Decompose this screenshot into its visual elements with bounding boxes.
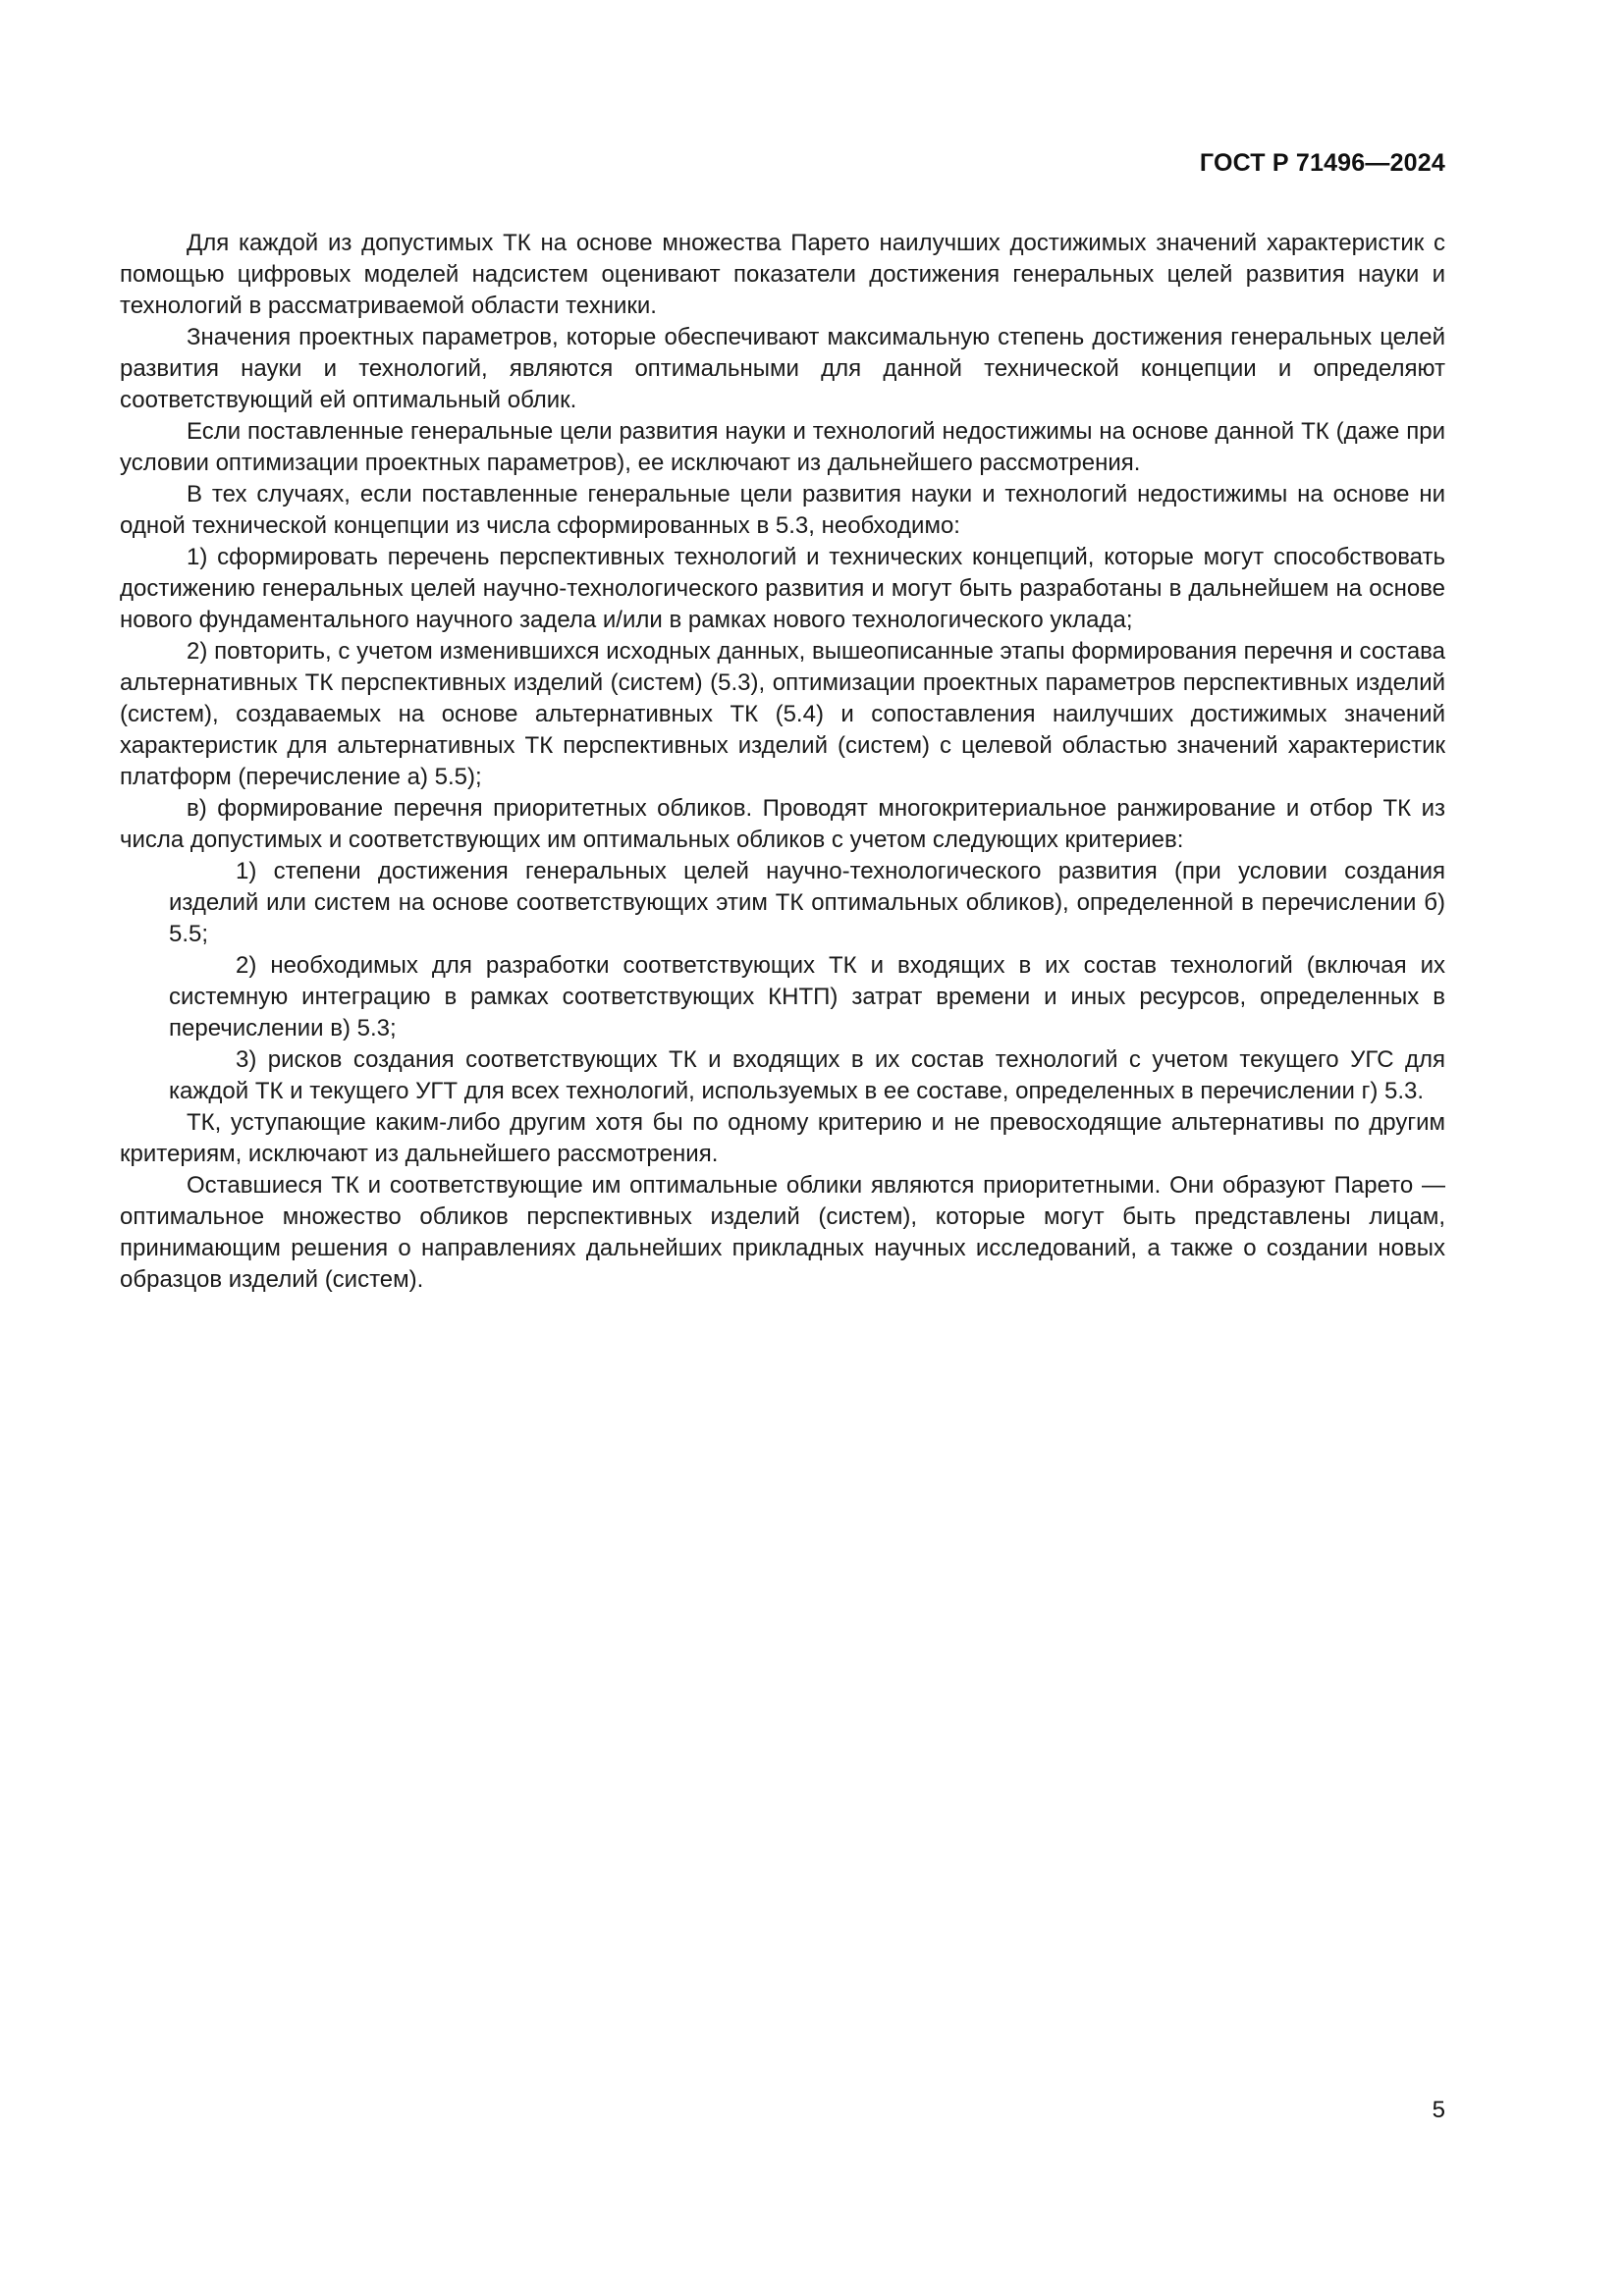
list-item: в) формирование перечня приоритетных обликов. Проводят многокритериальное ранжирование и отбор ТК из числа допустимых и соответствующих им оптимальных обликов с учетом следующих критериев: <box>120 795 1445 853</box>
list-item: 1) сформировать перечень перспективных технологий и технических концепций, которые могут способствовать достижению генеральных целей научно-технологического развития и могут быть разработаны в дальнейшем на основе нового фундаментального научного задела и/или в рамках нового технологического уклада; <box>120 544 1445 633</box>
criteria-item: 1) степени достижения генеральных целей научно-технологического развития (при условии создания изделий или систем на основе соответствующих этим ТК оптимальных обликов), определенной в перечислении б) 5.5; <box>169 858 1445 947</box>
list-item: 2) повторить, с учетом изменившихся исходных данных, вышеописанные этапы формирования перечня и состава альтернативных ТК перспективных изделий (систем) (5.3), оптимизации проектных параметров перспективных изделий (систем), создаваемых на основе альтернативных ТК (5.4) и сопоставления наилучших достижимых значений характеристик для альтернативных ТК перспективных изделий (систем) с целевой областью значений характеристик платформ (перечисление а) 5.5); <box>120 638 1445 790</box>
paragraph: Для каждой из допустимых ТК на основе множества Парето наилучших достижимых значений характеристик с помощью цифровых моделей надсистем оценивают показатели достижения генеральных целей развития науки и технологий в рассматриваемой области техники. <box>120 230 1445 319</box>
body-text <box>120 228 1445 1296</box>
paragraph: ТК, уступающие каким-либо другим хотя бы по одному критерию и не превосходящие альтернативы по другим критериям, исключают из дальнейшего рассмотрения. <box>120 1109 1445 1167</box>
paragraph: Оставшиеся ТК и соответствующие им оптимальные облики являются приоритетными. Они образуют Парето — оптимальное множество обликов перспективных изделий (систем), которые могут быть представлены лицам, принимающим решения о направлениях дальнейших прикладных научных исследований, а также о создании новых образцов изделий (систем). <box>120 1172 1445 1293</box>
standard-id-header: ГОСТ Р 71496—2024 <box>1199 149 1445 177</box>
paragraph: Значения проектных параметров, которые обеспечивают максимальную степень достижения генеральных целей развития науки и технологий, являются оптимальными для данной технической концепции и определяют соответствующий ей оптимальный облик. <box>120 324 1445 413</box>
paragraph: Если поставленные генеральные цели развития науки и технологий недостижимы на основе данной ТК (даже при условии оптимизации проектных параметров), ее исключают из дальнейшего рассмотрения. <box>120 418 1445 476</box>
criteria-item: 3) рисков создания соответствующих ТК и входящих в их состав технологий с учетом текущего УГС для каждой ТК и текущего УГТ для всех технологий, используемых в ее составе, определенных в перечислении г) 5.3. <box>169 1046 1445 1104</box>
paragraph: В тех случаях, если поставленные генеральные цели развития науки и технологий недостижимы на основе ни одной технической концепции из числа сформированных в 5.3, необходимо: <box>120 481 1445 539</box>
criteria-item: 2) необходимых для разработки соответствующих ТК и входящих в их состав технологий (включая их системную интеграцию в рамках соответствующих КНТП) затрат времени и иных ресурсов, определенных в перечислении в) 5.3; <box>169 952 1445 1041</box>
page-number: 5 <box>1432 2097 1445 2123</box>
